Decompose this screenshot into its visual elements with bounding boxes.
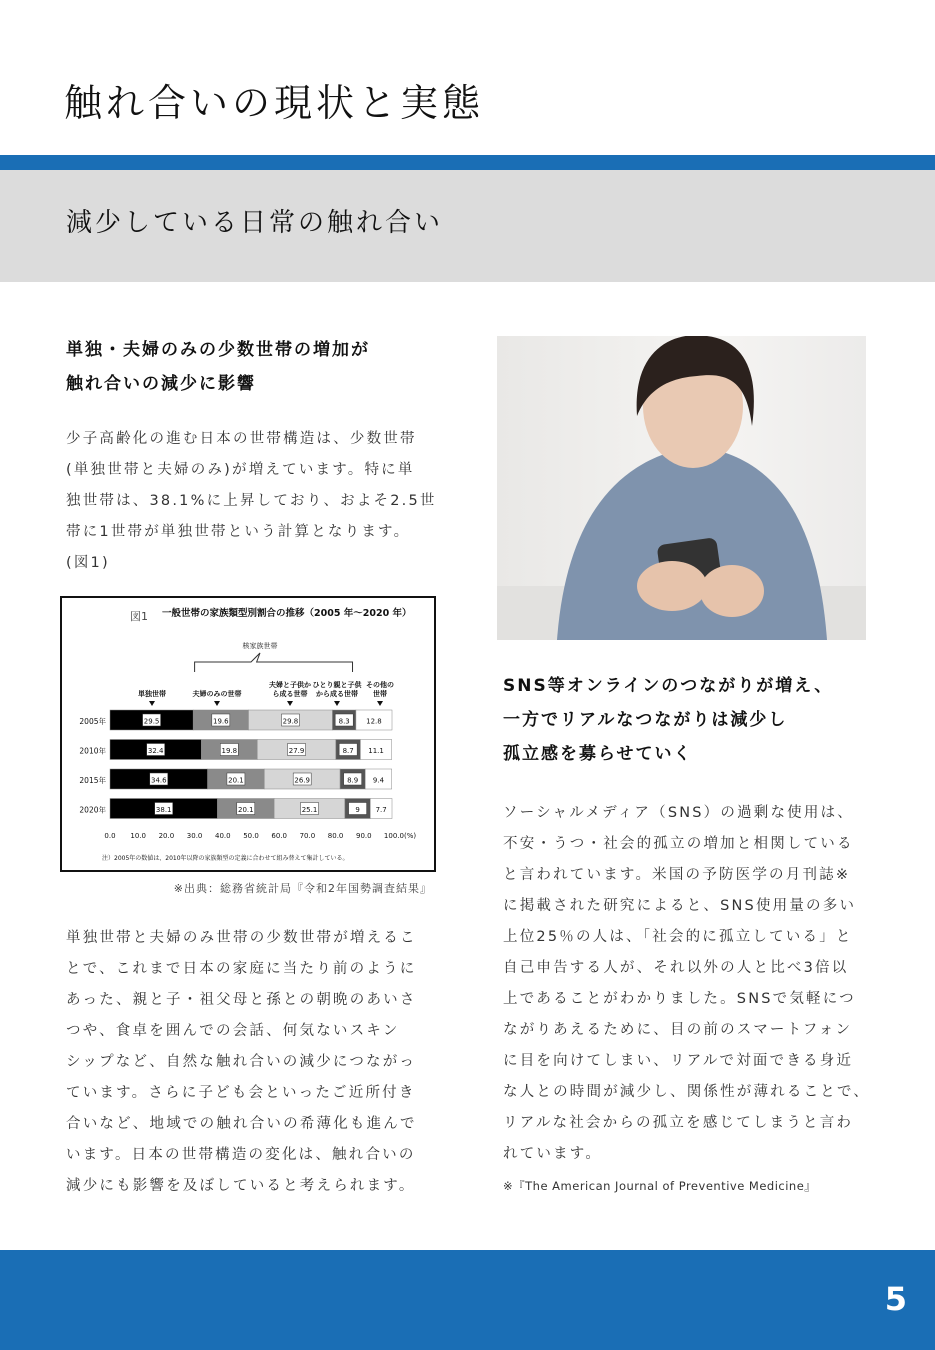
x-tick-label: 50.0 <box>243 832 259 840</box>
heading-line: 孤立感を募らせていく <box>503 744 693 764</box>
footnote: ※『The American Journal of Preventive Medicine』 <box>503 1179 817 1193</box>
value-label: 20.1 <box>228 776 244 785</box>
legend-marker <box>287 701 293 706</box>
legend-marker <box>149 701 155 706</box>
heading-line: 単独・夫婦のみの少数世帯の増加が <box>66 340 370 360</box>
chart-svg <box>62 598 434 870</box>
x-tick-label: 40.0 <box>215 832 231 840</box>
value-label: 26.9 <box>294 776 310 785</box>
group-bracket <box>195 653 353 672</box>
legend-label: ひとり親と子供から成る世帯 <box>312 681 362 698</box>
value-label: 9.4 <box>372 776 385 785</box>
text-line: 単独世帯と夫婦のみ世帯の少数世帯が増えるこ <box>66 930 417 946</box>
value-label: 29.8 <box>282 717 299 726</box>
year-label: 2020年 <box>79 805 106 815</box>
text-line: な人との時間が減少し、関係性が薄れることで、 <box>503 1084 871 1100</box>
text-line: 合いなど、地域での触れ合いの希薄化も進んで <box>66 1116 417 1132</box>
value-label: 11.1 <box>368 747 384 755</box>
text-line: 上であることがわかりました。SNSで気軽につ <box>503 991 856 1007</box>
text-line: 少子高齢化の進む日本の世帯構造は、少数世帯 <box>66 431 417 447</box>
text-line: リアルな社会からの孤立を感じてしまうと言わ <box>503 1115 854 1131</box>
section-title: 減少している日常の触れ合い <box>66 208 444 238</box>
group-label: 核家族世帯 <box>242 642 278 650</box>
page-title: 触れ合いの現状と実態 <box>64 81 485 125</box>
woman-with-smartphone-photo <box>497 336 866 640</box>
value-label: 20.1 <box>237 806 254 814</box>
value-label: 9 <box>355 806 360 814</box>
value-label: 8.9 <box>347 776 359 785</box>
x-tick-label: 90.0 <box>356 832 372 840</box>
text-line: (図1) <box>66 555 110 571</box>
chart-source: ※出典：総務省統計局『令和2年国勢調査結果』 <box>173 882 432 895</box>
x-tick-label: 70.0 <box>299 832 316 840</box>
value-label: 8.7 <box>342 747 354 755</box>
text-line: シップなど、自然な触れ合いの減少につながっ <box>66 1054 417 1070</box>
text-line: 減少にも影響を及ぼしていると考えられます。 <box>66 1178 416 1194</box>
value-label: 25.1 <box>301 806 318 814</box>
text-line: 自己申告する人が、それ以外の人と比べ3倍以 <box>503 960 849 976</box>
x-tick-label: 30.0 <box>186 832 203 840</box>
value-label: 8.3 <box>338 717 350 726</box>
legend-label: 夫婦と子供から成る世帯 <box>269 681 311 698</box>
text-line: います。日本の世帯構造の変化は、触れ合いの <box>66 1147 416 1163</box>
legend-marker <box>334 701 340 706</box>
text-line: ソーシャルメディア（SNS）の過剰な使用は、 <box>503 805 854 821</box>
x-tick-label: 60.0 <box>271 832 287 840</box>
text-line: 独世帯は、38.1%に上昇しており、およそ2.5世 <box>66 493 437 509</box>
value-label: 32.4 <box>147 747 164 755</box>
right-heading <box>503 669 833 771</box>
text-line: 上位25％の人は、「社会的に孤立している」と <box>503 929 853 945</box>
right-paragraph <box>503 798 870 1170</box>
photo-illustration <box>497 336 866 640</box>
text-line: あった、親と子・祖父母と孫との朝晩のあいさ <box>66 992 417 1008</box>
text-line: とで、これまで日本の家庭に当たり前のように <box>66 961 417 977</box>
text-line: ながりあえるために、目の前のスマートフォン <box>503 1022 853 1038</box>
value-label: 27.9 <box>288 747 305 755</box>
footer-bar <box>0 1250 935 1350</box>
left-paragraph-2 <box>66 923 417 1202</box>
page-number: 5 <box>884 1280 907 1318</box>
year-label: 2010年 <box>79 746 106 756</box>
x-tick-label: 0.0 <box>104 832 116 840</box>
text-line: と言われています。米国の予防医学の月刊誌※ <box>503 867 851 883</box>
left-paragraph-1 <box>66 424 437 579</box>
year-label: 2015年 <box>79 776 106 785</box>
heading-line: 触れ合いの減少に影響 <box>66 374 256 394</box>
value-label: 19.8 <box>221 747 238 755</box>
household-chart <box>60 596 436 872</box>
value-label: 34.6 <box>150 776 167 785</box>
legend-label: 単独世帯 <box>138 690 166 698</box>
legend-label: その他の世帯 <box>366 681 394 698</box>
text-line: 帯に1世帯が単独世帯という計算となります。 <box>66 524 411 540</box>
value-label: 19.6 <box>213 717 229 726</box>
text-line: 不安・うつ・社会的孤立の増加と相関している <box>503 836 854 852</box>
value-label: 12.8 <box>366 717 382 726</box>
x-tick-label: 80.0 <box>327 832 344 840</box>
text-line: に目を向けてしまい、リアルで対面できる身近 <box>503 1053 854 1069</box>
x-tick-label: 100.0(%) <box>383 832 417 840</box>
text-line: つや、食卓を囲んでの会話、何気ないスキン <box>66 1023 400 1039</box>
text-line: れています。 <box>503 1146 603 1162</box>
x-tick-label: 20.0 <box>158 832 175 840</box>
legend-label: 夫婦のみの世帯 <box>192 690 242 698</box>
text-line: に掲載された研究によると、SNS使用量の多い <box>503 898 857 914</box>
year-label: 2005年 <box>79 717 106 726</box>
left-heading <box>66 333 370 401</box>
text-line: ています。さらに子ども会といったご近所付き <box>66 1085 416 1101</box>
heading-line: 一方でリアルなつながりは減少し <box>503 710 788 730</box>
chart-note: 注）2005年の数値は、2010年以降の家族類型の定義に合わせて組み替えて集計している。 <box>102 855 349 862</box>
heading-line: SNS等オンラインのつながりが増え、 <box>503 676 834 696</box>
legend-marker <box>214 701 220 706</box>
value-label: 7.7 <box>375 806 387 814</box>
x-tick-label: 10.0 <box>130 832 146 840</box>
legend-marker <box>377 701 383 706</box>
value-label: 38.1 <box>155 806 172 814</box>
accent-bar <box>0 155 935 170</box>
text-line: (単独世帯と夫婦のみ)が増えています。特に単 <box>66 462 415 478</box>
value-label: 29.5 <box>143 717 160 726</box>
chart-title: 一般世帯の家族類型別割合の推移（2005 年～2020 年） <box>162 608 412 619</box>
fig-label: 図1 <box>130 610 148 623</box>
